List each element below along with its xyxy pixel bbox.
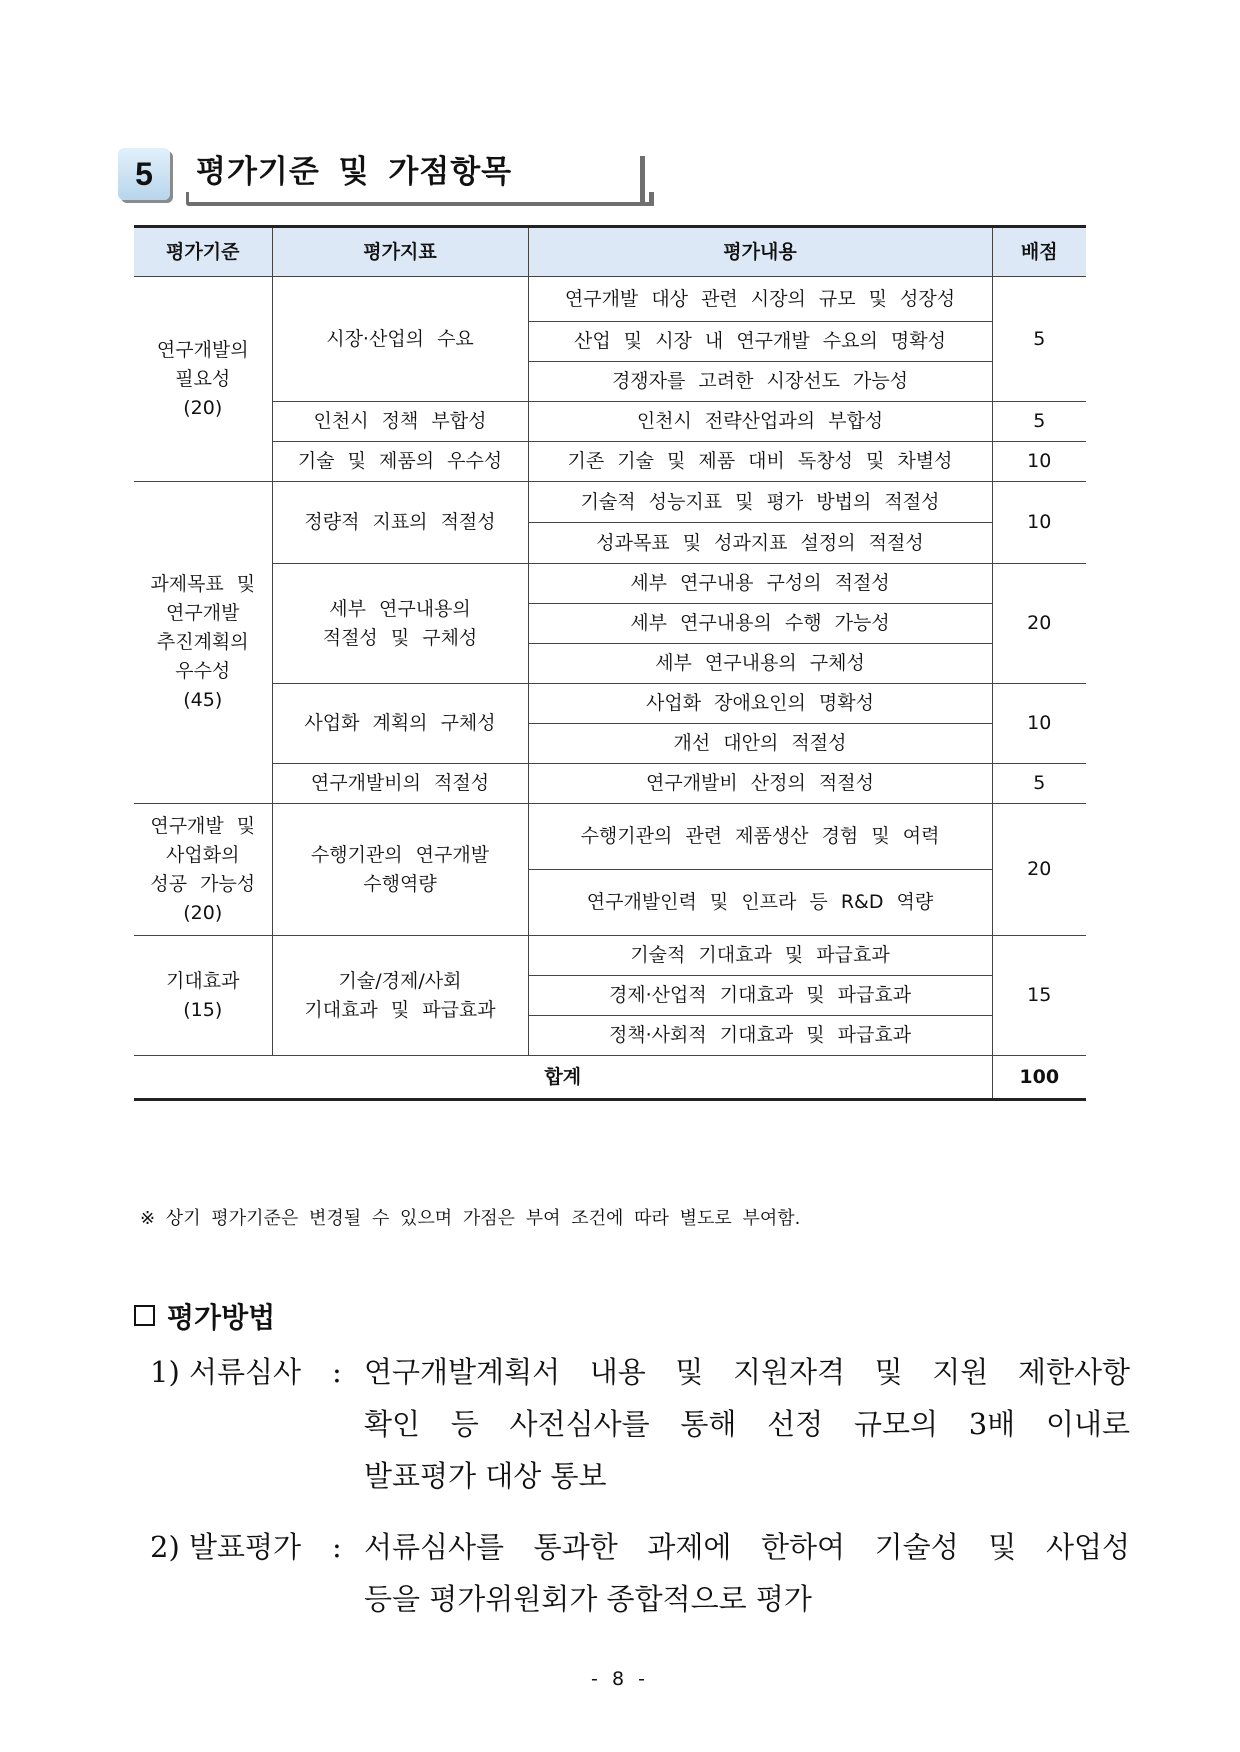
indicator-cell: 정량적 지표의 적절성	[272, 482, 528, 564]
section-title: 평가기준 및 가점항목	[196, 154, 513, 190]
criteria-cell	[134, 277, 272, 482]
criteria-line: 연구개발 및	[150, 814, 256, 837]
content-cell: 기술적 성능지표 및 평가 방법의 적절성	[528, 482, 992, 523]
indicator-line: 세부 연구내용의	[329, 597, 471, 620]
header-indicator: 평가지표	[272, 227, 528, 277]
indicator-cell: 시장·산업의 수요	[272, 277, 528, 402]
note-text: ※ 상기 평가기준은 변경될 수 있으며 가점은 부여 조건에 따라 별도로 부여함.	[140, 1208, 801, 1229]
header-score: 배점	[992, 227, 1086, 277]
criteria-cell	[134, 482, 272, 804]
content-cell: 세부 연구내용의 수행 가능성	[528, 604, 992, 644]
content-cell: 수행기관의 관련 제품생산 경험 및 여력	[528, 804, 992, 870]
content-cell: 경제·산업적 기대효과 및 파급효과	[528, 976, 992, 1016]
method-item-colon: :	[332, 1530, 342, 1564]
criteria-line: 연구개발	[166, 602, 240, 624]
criteria-line: 추진계획의	[156, 631, 249, 653]
criteria-cell	[134, 804, 272, 936]
method-heading	[134, 1296, 275, 1336]
method-item-colon: :	[332, 1355, 342, 1389]
score-cell: 5	[992, 277, 1086, 402]
indicator-cell	[272, 564, 528, 684]
criteria-line: (15)	[183, 998, 223, 1021]
total-value: 100	[992, 1056, 1086, 1100]
indicator-line: 기술/경제/사회	[338, 969, 462, 992]
total-label: 합계	[134, 1056, 992, 1100]
score-cell: 20	[992, 564, 1086, 684]
content-cell: 세부 연구내용 구성의 적절성	[528, 564, 992, 604]
table-row	[134, 804, 1086, 870]
method-item-label: 1) 서류심사	[150, 1355, 302, 1389]
content-cell: 연구개발인력 및 인프라 등 R&D 역량	[528, 870, 992, 936]
content-cell: 성과목표 및 성과지표 설정의 적절성	[528, 523, 992, 564]
table-row	[134, 684, 1086, 724]
score-cell: 10	[992, 482, 1086, 564]
content-cell: 연구개발비 산정의 적절성	[528, 764, 992, 804]
method-item-line: 연구개발계획서 내용 및 지원자격 및 지원 제한사항	[364, 1355, 1130, 1389]
criteria-line: 사업화의	[166, 843, 240, 866]
criteria-line: (45)	[183, 689, 223, 711]
section-number-badge: 5	[118, 148, 170, 200]
indicator-cell: 인천시 정책 부합성	[272, 402, 528, 442]
content-cell: 인천시 전략산업과의 부합성	[528, 402, 992, 442]
method-item-body	[364, 1346, 1130, 1502]
header-criteria: 평가기준	[134, 227, 272, 277]
criteria-line: (20)	[183, 396, 223, 419]
content-cell: 경쟁자를 고려한 시장선도 가능성	[528, 362, 992, 402]
method-item-body	[364, 1521, 1130, 1625]
criteria-line: 과제목표 및	[150, 573, 256, 595]
indicator-line: 수행기관의 연구개발	[310, 843, 490, 866]
table-row	[134, 764, 1086, 804]
indicator-line: 수행역량	[363, 872, 437, 895]
table-row	[134, 442, 1086, 482]
content-cell: 기존 기술 및 제품 대비 독창성 및 차별성	[528, 442, 992, 482]
content-cell: 연구개발 대상 관련 시장의 규모 및 성장성	[528, 277, 992, 322]
evaluation-criteria-table	[134, 225, 1086, 1101]
table-row	[134, 277, 1086, 322]
table-row	[134, 936, 1086, 976]
criteria-line: 우수성	[175, 660, 231, 682]
criteria-line: (20)	[183, 901, 223, 924]
criteria-line: 기대효과	[166, 969, 240, 992]
title-frame-right	[640, 156, 645, 204]
method-item-line: 서류심사를 통과한 과제에 한하여 기술성 및 사업성	[364, 1530, 1130, 1564]
criteria-line: 필요성	[175, 367, 231, 390]
indicator-cell: 사업화 계획의 구체성	[272, 684, 528, 764]
indicator-cell: 연구개발비의 적절성	[272, 764, 528, 804]
content-cell: 산업 및 시장 내 연구개발 수요의 명확성	[528, 322, 992, 362]
criteria-line: 성공 가능성	[150, 872, 256, 895]
method-item-line: 등을 평가위원회가 종합적으로 평가	[364, 1582, 812, 1616]
content-cell: 세부 연구내용의 구체성	[528, 644, 992, 684]
indicator-cell: 기술 및 제품의 우수성	[272, 442, 528, 482]
table-header-row	[134, 227, 1086, 277]
total-row	[134, 1056, 1086, 1100]
score-cell: 20	[992, 804, 1086, 936]
table-row	[134, 402, 1086, 442]
table-row	[134, 482, 1086, 523]
method-title: 평가방법	[167, 1301, 276, 1334]
header-content: 평가내용	[528, 227, 992, 277]
content-cell: 정책·사회적 기대효과 및 파급효과	[528, 1016, 992, 1056]
page-number: - 8 -	[591, 1668, 649, 1690]
content-cell: 기술적 기대효과 및 파급효과	[528, 936, 992, 976]
criteria-line: 연구개발의	[156, 338, 249, 361]
indicator-cell	[272, 804, 528, 936]
content-cell: 사업화 장애요인의 명확성	[528, 684, 992, 724]
score-cell: 15	[992, 936, 1086, 1056]
indicator-cell	[272, 936, 528, 1056]
indicator-line: 기대효과 및 파급효과	[304, 998, 496, 1021]
method-item-line: 발표평가 대상 통보	[364, 1459, 607, 1493]
criteria-cell	[134, 936, 272, 1056]
checkbox-square-icon	[134, 1305, 155, 1326]
table-row	[134, 564, 1086, 604]
score-cell: 5	[992, 402, 1086, 442]
score-cell: 10	[992, 442, 1086, 482]
score-cell: 10	[992, 684, 1086, 764]
method-item-line: 확인 등 사전심사를 통해 선정 규모의 3배 이내로	[364, 1407, 1130, 1441]
indicator-line: 적절성 및 구체성	[322, 626, 478, 649]
content-cell: 개선 대안의 적절성	[528, 724, 992, 764]
score-cell: 5	[992, 764, 1086, 804]
method-item-label: 2) 발표평가	[150, 1530, 302, 1564]
